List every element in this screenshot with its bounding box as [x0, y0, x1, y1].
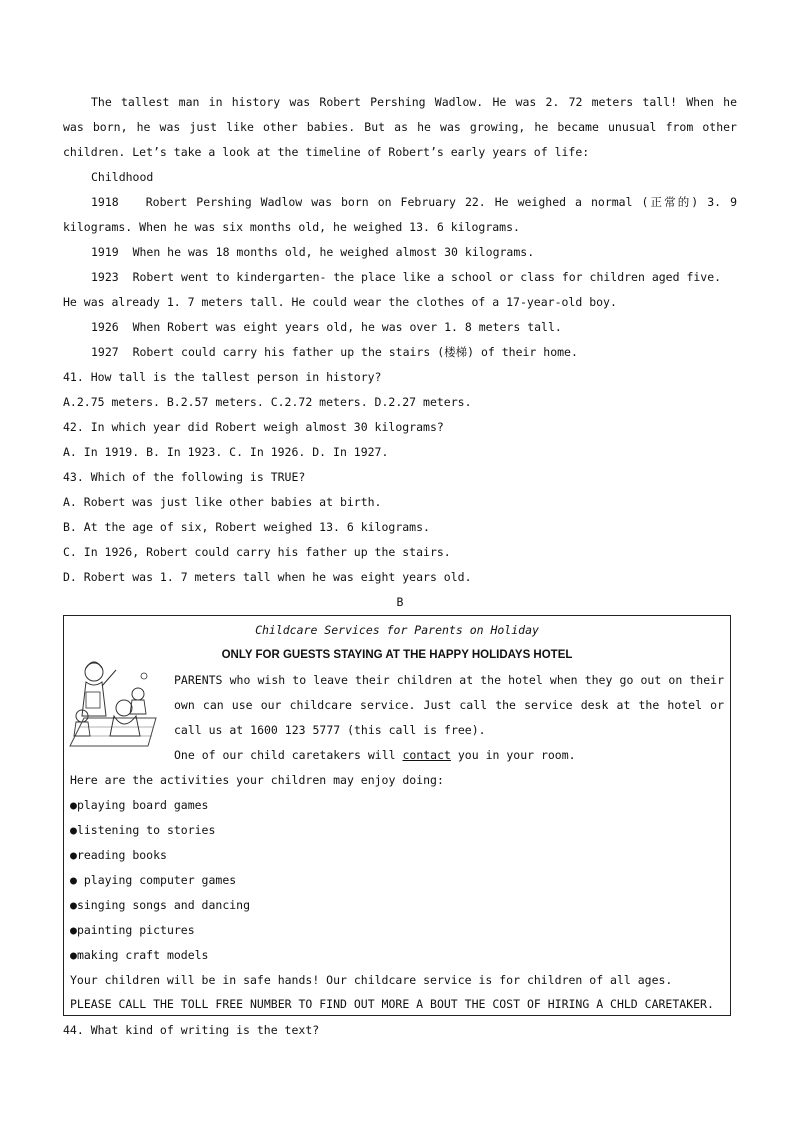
childcare-notice-box	[63, 615, 731, 1016]
bullet-icon: ●	[70, 923, 77, 937]
box-para1-line-3: call us at 1600 123 5777 (this call is free).	[174, 723, 486, 737]
timeline-year: 1919	[91, 245, 119, 259]
timeline-text: When Robert was eight years old, he was over 1. 8 meters tall.	[132, 320, 562, 334]
box-subtitle: ONLY FOR GUESTS STAYING AT THE HAPPY HOLIDAYS HOTEL	[221, 649, 573, 661]
activity-item	[70, 893, 724, 918]
timeline-text: When he was 18 months old, he weighed almost 30 kilograms.	[132, 245, 535, 259]
timeline-year: 1918	[91, 195, 119, 209]
question-44: 44. What kind of writing is the text?	[63, 1023, 320, 1037]
timeline-1926	[63, 315, 737, 340]
question-43-option-a: A. Robert was just like other babies at birth.	[63, 495, 382, 509]
childhood-heading: Childhood	[91, 170, 154, 184]
activity-text: singing songs and dancing	[76, 898, 251, 912]
timeline-year: 1926	[91, 320, 119, 334]
box-title: Childcare Services for Parents on Holiday	[255, 623, 539, 637]
timeline-text: Robert went to kindergarten- the place like a school or class for children aged five.	[132, 270, 722, 284]
activity-text: playing board games	[76, 798, 209, 812]
activity-text: painting pictures	[76, 923, 195, 937]
timeline-year: 1923	[91, 270, 119, 284]
activity-text: making craft models	[76, 948, 209, 962]
question-42: 42. In which year did Robert weigh almost 30 kilograms?	[63, 420, 444, 434]
activity-text: listening to stories	[76, 823, 216, 837]
bullet-icon: ●	[70, 898, 77, 912]
section-b-label: B	[396, 595, 404, 609]
timeline-1927	[63, 340, 737, 365]
box-para1-line-2: own can use our childcare service. Just call the service desk at the hotel or	[174, 698, 724, 712]
question-42-options: A. In 1919. B. In 1923. C. In 1926. D. In 1927.	[63, 445, 389, 459]
question-41: 41. How tall is the tallest person in history?	[63, 370, 382, 384]
activity-text: reading books	[76, 848, 167, 862]
bullet-icon: ●	[70, 823, 77, 837]
timeline-1919	[63, 240, 737, 265]
activity-text: playing computer games	[76, 873, 237, 887]
box-para2-pre: One of our child caretakers will	[174, 748, 403, 762]
activity-item	[70, 868, 724, 893]
timeline-1923-line-1	[63, 265, 737, 290]
activity-item	[70, 943, 724, 968]
activity-item	[70, 843, 724, 868]
question-41-options: A.2.75 meters. B.2.57 meters. C.2.72 meters. D.2.27 meters.	[63, 395, 472, 409]
box-para2-post: you in your room.	[450, 748, 576, 762]
box-para1-line-1: PARENTS who wish to leave their children at the hotel when they go out on their	[174, 673, 724, 687]
bullet-icon: ●	[70, 798, 77, 812]
timeline-1923-line-2: He was already 1. 7 meters tall. He could wear the clothes of a 17-year-old boy.	[63, 295, 617, 309]
bullet-icon: ●	[70, 948, 77, 962]
box-footer: PLEASE CALL THE TOLL FREE NUMBER TO FIND OUT MORE A BOUT THE COST OF HIRING A CHLD CARETAKER.	[70, 997, 714, 1011]
question-43: 43. Which of the following is TRUE?	[63, 470, 306, 484]
question-43-option-b: B. At the age of six, Robert weighed 13. 6 kilograms.	[63, 520, 430, 534]
timeline-text: Robert Pershing Wadlow was born on February 22. He weighed a normal (正常的) 3. 9	[145, 195, 737, 209]
intro-line-3: children. Let’s take a look at the timeline of Robert’s early years of life:	[63, 145, 590, 159]
activities-intro: Here are the activities your children may enjoy doing:	[70, 773, 444, 787]
worksheet-page	[63, 90, 737, 1043]
timeline-1918-line-1	[63, 190, 737, 215]
question-43-option-d: D. Robert was 1. 7 meters tall when he was eight years old.	[63, 570, 472, 584]
bullet-icon: ●	[70, 873, 77, 887]
activity-item	[70, 818, 724, 843]
activity-item	[70, 918, 724, 943]
contact-word: contact	[402, 748, 451, 762]
activity-item	[70, 793, 724, 818]
bullet-icon: ●	[70, 848, 77, 862]
question-43-option-c: C. In 1926, Robert could carry his father up the stairs.	[63, 545, 451, 559]
intro-line-1: The tallest man in history was Robert Pershing Wadlow. He was 2. 72 meters tall! When he	[91, 95, 737, 109]
intro-line-2: was born, he was just like other babies. But as he was growing, he became unusual from other	[63, 120, 737, 134]
timeline-1918-line-2: kilograms. When he was six months old, he weighed 13. 6 kilograms.	[63, 220, 520, 234]
box-para2	[70, 743, 724, 768]
timeline-year: 1927	[91, 345, 119, 359]
box-closing: Your children will be in safe hands! Our childcare service is for children of all ages.	[70, 973, 673, 987]
timeline-text: Robert could carry his father up the stairs (楼梯) of their home.	[132, 345, 578, 359]
